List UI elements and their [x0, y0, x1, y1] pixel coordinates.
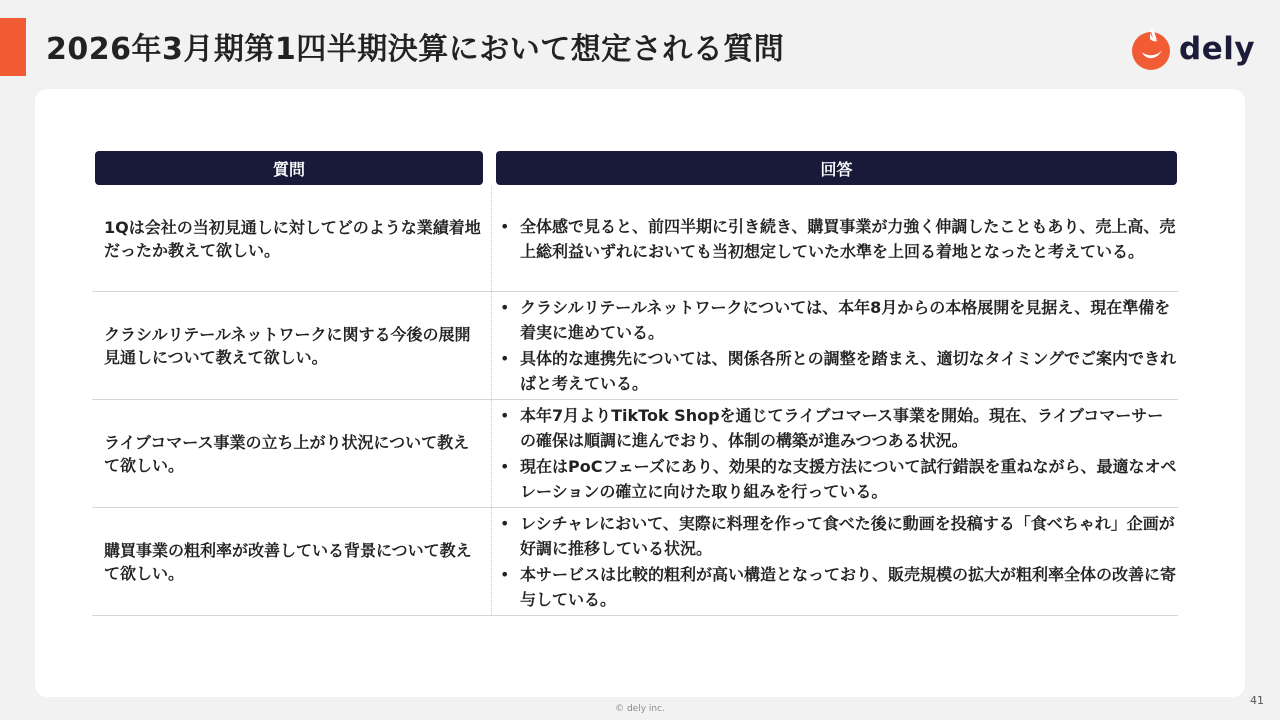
- question-column-header: 質問: [95, 151, 483, 185]
- dely-logo-mark-icon: [1130, 27, 1174, 71]
- bullet-dot-icon: •: [500, 406, 510, 425]
- answer-bullet: [500, 454, 1178, 504]
- answer-text: 具体的な連携先については、関係各所との調整を踏まえ、適切なタイミングでご案内できればと考えている。: [520, 349, 1177, 393]
- dely-logo: [1130, 26, 1255, 72]
- answer-bullet: [500, 295, 1178, 345]
- title-accent-bar: [0, 18, 26, 76]
- qa-row: [92, 400, 1178, 508]
- qa-table-header: [92, 151, 1178, 185]
- answer-text: レシチャレにおいて、実際に料理を作って食べた後に動画を投稿する「食べちゃれ」企画が好調に推移している状況。: [520, 514, 1175, 558]
- answer-bullet: [500, 346, 1178, 396]
- question-cell: ライブコマース事業の立ち上がり状況について教えて欲しい。: [92, 400, 492, 507]
- answer-text: 現在はPoCフェーズにあり、効果的な支援方法について試行錯誤を重ねながら、最適なオペレーションの確立に向けた取り組みを行っている。: [520, 457, 1177, 501]
- answer-text: 全体感で見ると、前四半期に引き続き、購買事業が力強く伸調したこともあり、売上高、売上総利益いずれにおいても当初想定していた水準を上回る着地となったと考えている。: [520, 216, 1176, 261]
- question-cell: 1Qは会社の当初見通しに対してどのような業績着地だったか教えて欲しい。: [92, 186, 492, 291]
- copyright-notice: © dely inc.: [615, 704, 665, 714]
- bullet-dot-icon: •: [500, 514, 510, 533]
- bullet-dot-icon: •: [500, 457, 510, 476]
- bullet-dot-icon: •: [500, 349, 510, 368]
- bullet-dot-icon: •: [500, 565, 510, 584]
- qa-row: [92, 186, 1178, 292]
- answer-text: 本年7月よりTikTok Shopを通じてライブコマース事業を開始。現在、ライブコマーサーの確保は順調に進んでおり、体制の構築が進みつつある状況。: [520, 406, 1164, 450]
- bullet-dot-icon: •: [500, 298, 510, 317]
- qa-table: [92, 151, 1178, 616]
- page-title: 2026年3月期第1四半期決算において想定される質問: [46, 32, 785, 67]
- answer-cell: [492, 400, 1178, 507]
- bullet-dot-icon: •: [500, 216, 510, 236]
- answer-bullet: [500, 403, 1178, 453]
- answer-column-header: 回答: [496, 151, 1177, 185]
- answer-bullet: [500, 214, 1178, 264]
- answer-text: クラシルリテールネットワークについては、本年8月からの本格展開を見据え、現在準備を着実に進めている。: [520, 298, 1171, 342]
- page-number: 41: [1250, 694, 1264, 707]
- answer-cell: [492, 292, 1178, 399]
- answer-text: 本サービスは比較的粗利が高い構造となっており、販売規模の拡大が粗利率全体の改善に寄与している。: [520, 565, 1177, 609]
- question-cell: クラシルリテールネットワークに関する今後の展開見通しについて教えて欲しい。: [92, 292, 492, 399]
- answer-cell: [492, 508, 1178, 615]
- logo-text: dely: [1179, 31, 1256, 67]
- answer-cell: [492, 186, 1178, 291]
- answer-bullet: [500, 511, 1178, 561]
- qa-row: [92, 508, 1178, 616]
- question-cell: 購買事業の粗利率が改善している背景について教えて欲しい。: [92, 508, 492, 615]
- qa-row: [92, 292, 1178, 400]
- content-card: [35, 89, 1245, 697]
- answer-bullet: [500, 562, 1178, 612]
